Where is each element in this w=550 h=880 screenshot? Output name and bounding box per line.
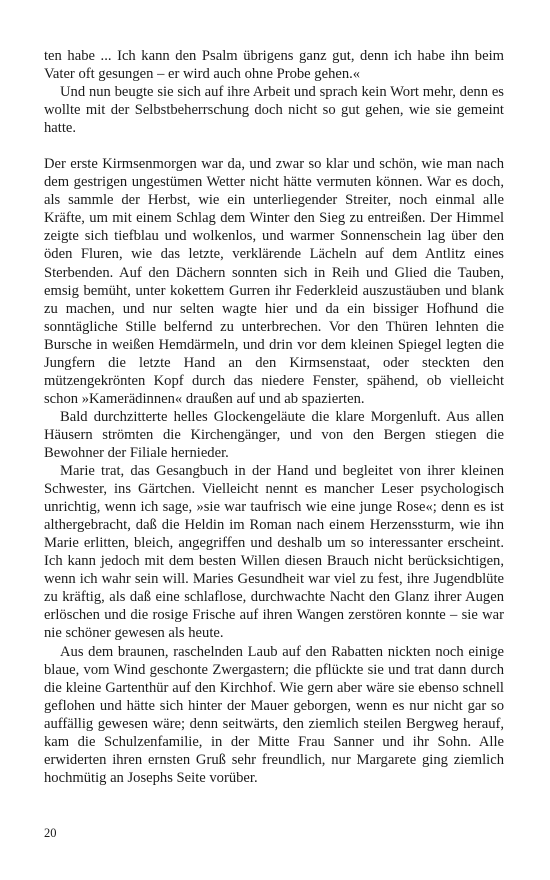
paragraph: Aus dem braunen, raschelnden Laub auf den Rabatten nickten noch einige blaue, vom Wind geschonte Zwergastern; die pflückte sie und trat dann durch die kleine Gartenthür auf den Kirchhof. Wie gern aber wäre sie ebenso schnell geflohen und hätte sich hinter der Mauer geborgen, wenn es nur nicht gar so auffällig gewesen wäre; denn seitwärts, den ziemlich steilen Bergweg herauf, kam die Schulzenfamilie, in der Mitte Frau Sanner und ihr Sohn. Alle erwiderten ihren ernsten Gruß sehr freundlich, nur Margarete ging ziemlich hochmütig an Josephs Seite vorüber. xyxy=(44,643,504,786)
paragraph-section-start: Der erste Kirmsenmorgen war da, und zwar so klar und schön, wie man nach dem gestrigen ungestümen Wetter nicht hätte vermuten können. War es doch, als sammle der Herbst, wie ein unterliegender Streiter, noch einmal alle Kräfte, um mit einem Schlag dem Winter den Sieg zu entreißen. Der Himmel zeigte sich tiefblau und wolkenlos, und warmer Sonnenschein lag über den öden Fluren, wie das letzte, verklärende Lächeln auf dem Antlitz eines Sterbenden. Auf den Dächern sonnten sich in Reih und Glied die Tauben, emsig bemüht, unter kokettem Gurren ihr Federkleid auszustäuben und blank zu machen, und nur selten wagte hier und da ein bissiger Hofhund die sonntägliche Stille belfernd zu unterbrechen. Vor den Thüren lehnten die Bursche in weißen Hemdärmeln, und drin vor dem kleinen Spiegel legten die Jungfern die letzte Hand an den Kirmsenstaat, oder steckten den mützengekrönten Kopf durch das niedere Fenster, spähend, ob vielleicht schon »Kamerädinnen« draußen auf und ab spazierten. xyxy=(44,156,504,407)
page-number: 20 xyxy=(44,826,57,840)
paragraph: Marie trat, das Gesangbuch in der Hand und begleitet von ihrer kleinen Schwester, ins Gärtchen. Vielleicht nennt es mancher Leser psychologisch unrichtig, wenn ich sage, »sie war taufrisch wie eine junge Rose«; denn es ist althergebracht, daß die Heldin im Roman nach einem Herzenssturm, wie ihn Marie erlitten, bleich, angegriffen und deshalb um so interessanter erscheint. Ich kann jedoch mit dem besten Willen diesen Brauch nicht berücksichtigen, wenn ich wahr sein will. Maries Gesundheit war viel zu fest, ihre Jugendblüte zu kräftig, als daß eine schlaflose, durchwachte Nacht den Glanz ihrer Augen erlöschen und die rosige Frische auf ihren Wangen zerstören konnte – sie war nie schöner gewesen als heute. xyxy=(44,463,504,642)
paragraph-continuation: ten habe ... Ich kann den Psalm übrigens ganz gut, denn ich habe ihn beim Vater oft gesungen – er wird auch ohne Probe gehen.« xyxy=(44,48,504,83)
page-body xyxy=(44,47,504,787)
paragraph: Und nun beugte sie sich auf ihre Arbeit und sprach kein Wort mehr, denn es wollte mit der Selbstbeherrschung doch nicht so gut gehen, wie sie gemeint hatte. xyxy=(44,84,504,137)
paragraph: Bald durchzitterte helles Glockengeläute die klare Morgenluft. Aus allen Häusern strömten die Kirchengänger, und von den Bergen stiegen die Bewohner der Filiale hernieder. xyxy=(44,408,504,461)
